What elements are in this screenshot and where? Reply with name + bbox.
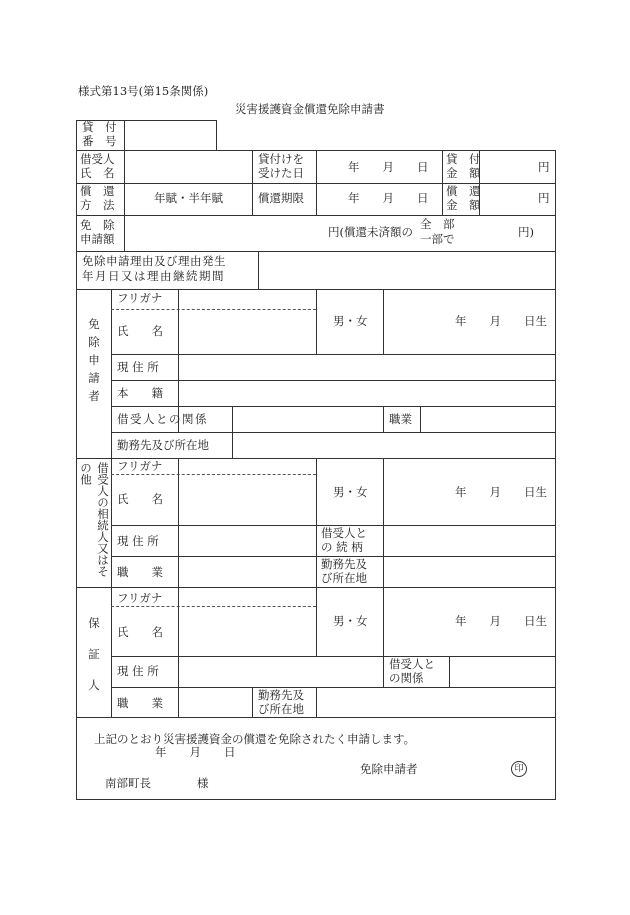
heir-job-label: 職 業: [117, 565, 163, 579]
guarantor-relation-label-2: の関係: [389, 671, 424, 685]
declaration-text: 上記のとおり災害援護資金の償還を免除されたく申請します。: [94, 732, 416, 746]
heir-workplace-label-2: び所在地: [321, 571, 367, 585]
applicant-section-label: 免除申請者: [88, 317, 100, 403]
loan-amount-yen: 円: [538, 160, 550, 174]
repay-amount-yen: 円: [538, 191, 550, 205]
heir-name-label: 氏 名: [117, 492, 163, 506]
footer-applicant-label: 免除申請者: [360, 762, 418, 776]
heir-relation-label-2: の 続 柄: [321, 540, 363, 554]
loan-number-label-2: 番 号: [82, 134, 117, 148]
guarantor-address-label: 現 住 所: [117, 664, 159, 678]
guarantor-furigana-label: フリガナ: [117, 591, 163, 605]
repay-deadline-label: 償還期限: [258, 191, 304, 205]
exempt-amount-text: 円(償還未済額の: [328, 225, 413, 239]
heir-workplace-label-1: 勤務先及: [321, 557, 367, 571]
guarantor-relation-label-1: 借受人と: [389, 657, 435, 671]
repay-amount-label-1: 償 還: [446, 184, 481, 198]
heir-relation-label-1: 借受人と: [321, 526, 367, 540]
applicant-address-label: 現 住 所: [117, 360, 159, 374]
guarantor-birthdate: 年 月 日生: [455, 614, 547, 628]
exempt-amount-label-2: 申請額: [80, 232, 115, 246]
applicant-name-label: 氏 名: [117, 324, 163, 338]
heir-gender: 男・女: [333, 485, 368, 499]
mayor-addressee: 南部町長 様: [105, 776, 209, 790]
borrower-name-label-2: 氏 名: [80, 166, 115, 180]
form-number: 様式第13号(第15条関係): [78, 84, 209, 98]
heir-address-label: 現 住 所: [117, 534, 159, 548]
guarantor-workplace-label-1: 勤務先及: [258, 688, 304, 702]
reason-label-2: 年月日又は理由継続期間: [82, 269, 225, 283]
applicant-job-label: 職業: [389, 412, 412, 426]
applicant-honseki-label: 本 籍: [117, 386, 163, 400]
borrower-name-label-1: 借受人: [80, 152, 115, 166]
exempt-amount-end: 円): [518, 225, 534, 239]
loan-date-ymd: 年 月 日: [348, 160, 429, 174]
repay-method-value: 年賦・半年賦: [154, 191, 223, 205]
loan-number-label-1: 貸 付: [82, 120, 117, 134]
heir-section-label: 借受人の相続人又はその他: [79, 462, 110, 577]
loan-amount-label-2: 金 額: [446, 166, 481, 180]
heir-furigana-label: フリガナ: [117, 459, 163, 473]
applicant-birthdate: 年 月 日生: [455, 314, 547, 328]
exempt-all: 全 部: [420, 217, 455, 231]
seal-mark: 印: [511, 761, 527, 777]
page-title: 災害援護資金償還免除申請書: [235, 102, 385, 116]
guarantor-name-label: 氏 名: [117, 625, 163, 639]
applicant-gender: 男・女: [333, 314, 368, 328]
repay-method-label-1: 償 還: [80, 184, 115, 198]
exempt-part: 一部で: [420, 232, 455, 246]
exempt-amount-label-1: 免 除: [80, 218, 115, 232]
applicant-relation-label: 借受人との関係: [117, 412, 208, 426]
repay-deadline-ymd: 年 月 日: [348, 191, 429, 205]
loan-amount-label-1: 貸 付: [446, 152, 481, 166]
applicant-workplace-label: 勤務先及び所在地: [117, 438, 209, 452]
guarantor-workplace-label-2: び所在地: [258, 702, 304, 716]
repay-method-label-2: 方 法: [80, 198, 115, 212]
loan-date-label-1: 貸付けを: [258, 152, 304, 166]
guarantor-section-label: 保証人: [88, 616, 100, 692]
reason-label-1: 免除申請理由及び理由発生: [82, 254, 226, 268]
applicant-furigana-label: フリガナ: [117, 291, 163, 305]
declaration-date: 年 月 日: [155, 745, 236, 759]
loan-date-label-2: 受けた日: [258, 166, 304, 180]
guarantor-gender: 男・女: [333, 614, 368, 628]
repay-amount-label-2: 金 額: [446, 198, 481, 212]
guarantor-job-label: 職 業: [117, 696, 163, 710]
heir-birthdate: 年 月 日生: [455, 485, 547, 499]
